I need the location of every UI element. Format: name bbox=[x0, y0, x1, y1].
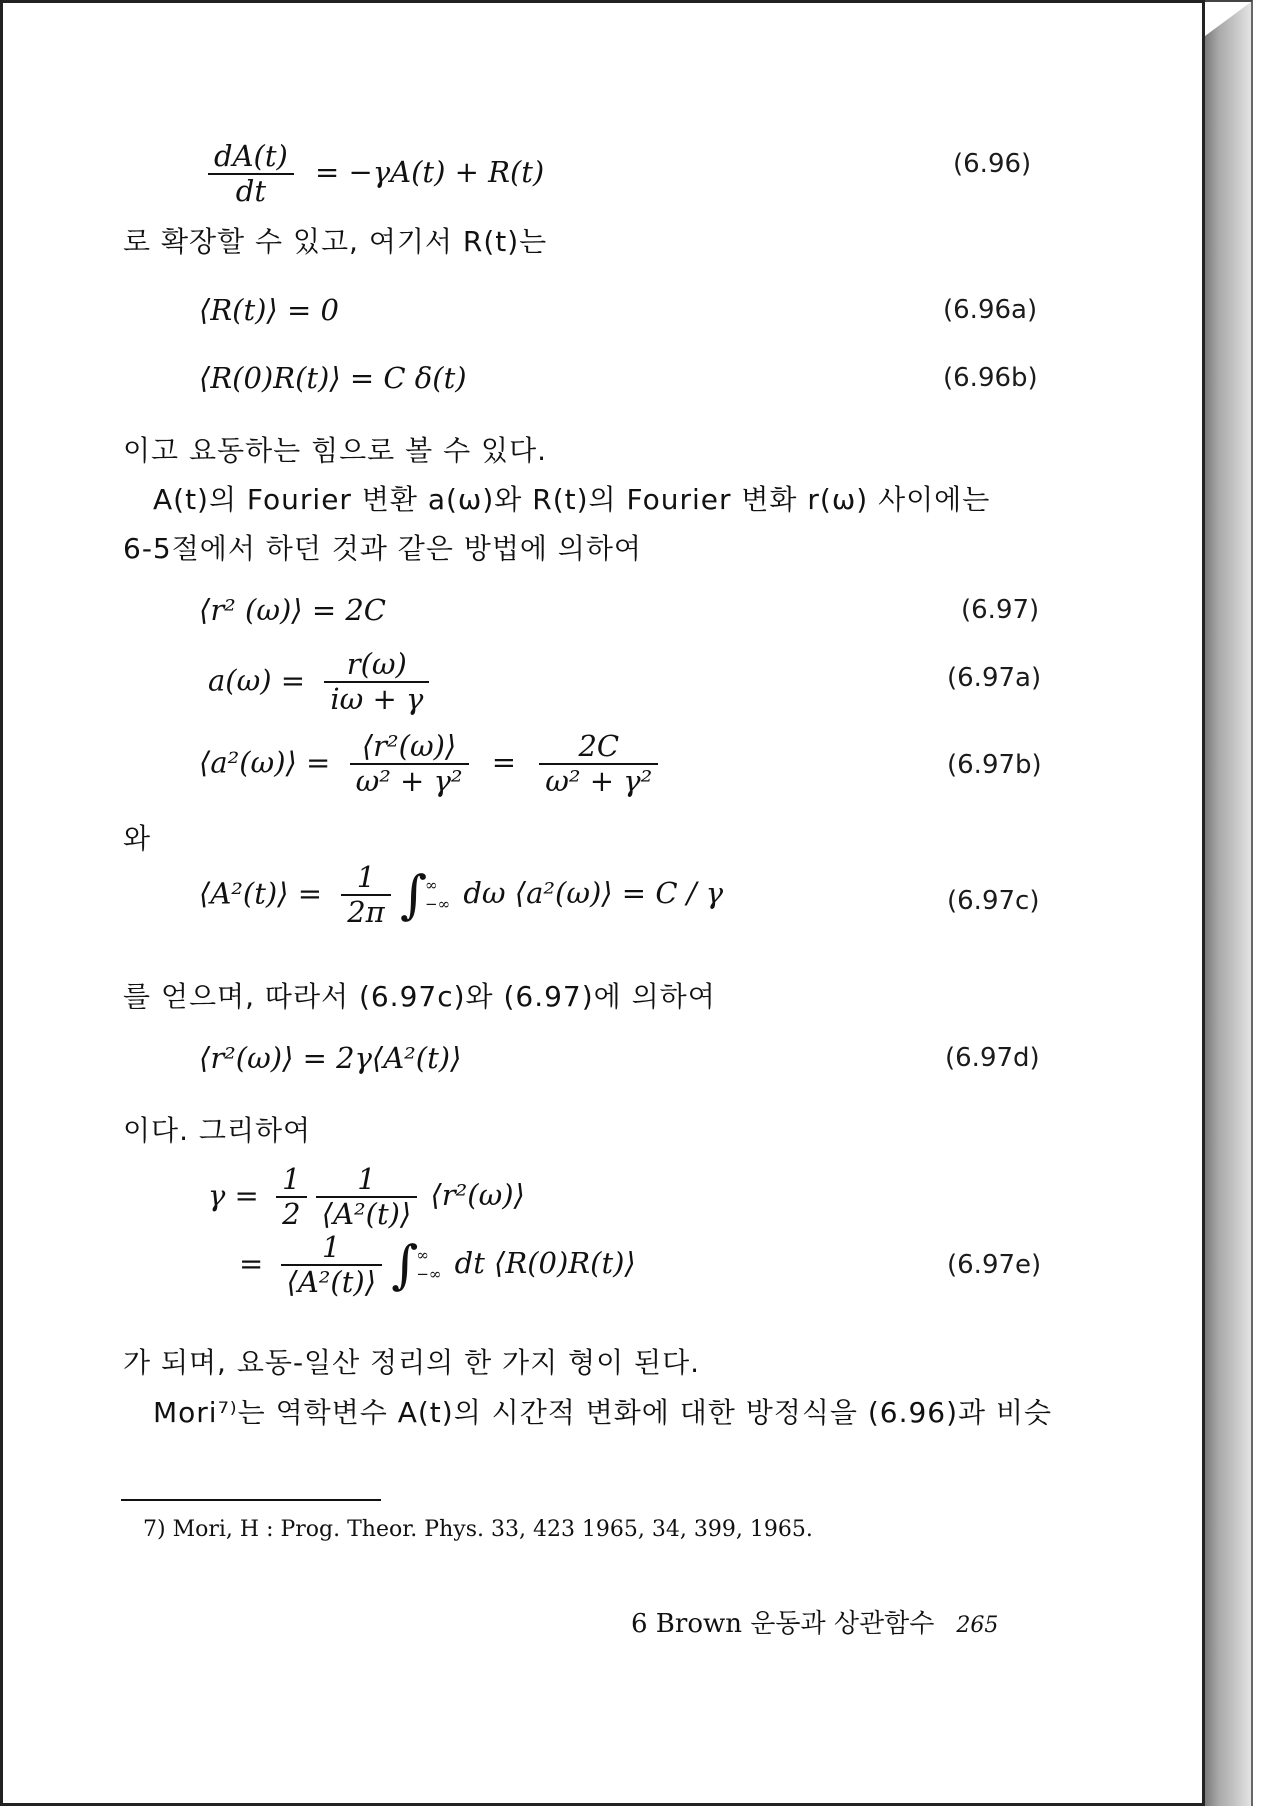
fraction-numerator: 2C bbox=[539, 730, 658, 765]
equation-rhs: ⟨r²(ω)⟩ bbox=[430, 1178, 525, 1213]
equation-label: (6.97c) bbox=[947, 886, 1040, 916]
equation-label: (6.97) bbox=[961, 595, 1040, 625]
body-text: A(t)의 Fourier 변환 a(ω)와 R(t)의 Fourier 변화 r(ω) 사이에는 bbox=[153, 483, 991, 516]
equation-6-97d: ⟨r²(ω)⟩ = 2γ⟨A²(t)⟩ bbox=[199, 1041, 462, 1075]
equation-6-97b bbox=[199, 730, 658, 799]
fraction-numerator: 1 bbox=[276, 1163, 306, 1198]
page-number: 265 bbox=[956, 1613, 999, 1638]
equation-label: (6.97e) bbox=[947, 1250, 1042, 1280]
fraction-numerator: r(ω) bbox=[324, 648, 429, 683]
equation-rhs: = −γA(t) + R(t) bbox=[315, 155, 545, 190]
equation-label: (6.97b) bbox=[947, 750, 1042, 780]
fraction-numerator: ⟨r²(ω)⟩ bbox=[350, 730, 469, 765]
integral-upper-limit: ∞ bbox=[425, 875, 438, 894]
equation-6-96 bbox=[208, 140, 544, 209]
body-text: 이다. 그리하여 bbox=[123, 1114, 312, 1147]
equals-sign: = bbox=[491, 745, 517, 780]
equation-6-97: ⟨r² (ω)⟩ = 2C bbox=[199, 593, 386, 627]
fraction-denominator: iω + γ bbox=[330, 682, 424, 717]
footnote: 7) Mori, H : Prog. Theor. Phys. 33, 423 1965, 34, 399, 1965. bbox=[143, 1517, 813, 1542]
integral-lower-limit: −∞ bbox=[416, 1265, 442, 1284]
fraction-denominator: ⟨A²(t)⟩ bbox=[286, 1265, 377, 1300]
fraction-denominator: ⟨A²(t)⟩ bbox=[321, 1197, 412, 1232]
body-text: 6-5절에서 하던 것과 같은 방법에 의하여 bbox=[123, 532, 642, 565]
equation-6-97a bbox=[208, 648, 429, 717]
equation-rhs: dω ⟨a²(ω)⟩ = C / γ bbox=[463, 876, 724, 911]
equation-lhs: ⟨a²(ω)⟩ = bbox=[199, 745, 331, 780]
fraction-numerator: 1 bbox=[341, 861, 391, 896]
equation-lhs: ⟨A²(t)⟩ = bbox=[199, 876, 322, 911]
equation-label: (6.97a) bbox=[947, 663, 1042, 693]
fraction-denominator: ω² + γ² bbox=[545, 764, 653, 799]
equation-6-97e-line1 bbox=[208, 1163, 525, 1232]
page-footer bbox=[631, 1603, 998, 1640]
equation-6-96a: ⟨R(t)⟩ = 0 bbox=[199, 293, 339, 327]
integral-upper-limit: ∞ bbox=[416, 1245, 429, 1264]
equation-6-96b: ⟨R(0)R(t)⟩ = C δ(t) bbox=[199, 361, 467, 395]
equals-sign: = bbox=[239, 1246, 264, 1281]
equation-6-97c bbox=[199, 861, 723, 930]
equation-label: (6.97d) bbox=[945, 1043, 1040, 1073]
fraction-denominator: ω² + γ² bbox=[355, 764, 463, 799]
equation-lhs: a(ω) = bbox=[208, 663, 306, 698]
fraction-denominator: dt bbox=[235, 174, 266, 209]
body-text: 이고 요동하는 힘으로 볼 수 있다. bbox=[123, 434, 548, 467]
footnote-rule bbox=[121, 1499, 381, 1501]
body-text: 와 bbox=[123, 822, 152, 855]
equation-label: (6.96) bbox=[953, 149, 1032, 179]
fraction-numerator: 1 bbox=[316, 1163, 417, 1198]
integral-lower-limit: −∞ bbox=[425, 895, 451, 914]
equation-rhs: dt ⟨R(0)R(t)⟩ bbox=[454, 1246, 636, 1281]
integral-sign: ∫ bbox=[399, 865, 428, 926]
fraction-numerator: 1 bbox=[281, 1231, 382, 1266]
equation-6-97e-line2 bbox=[239, 1231, 636, 1300]
equation-label: (6.96b) bbox=[943, 363, 1038, 393]
fraction-denominator: 2π bbox=[347, 895, 385, 930]
fraction-denominator: 2 bbox=[282, 1197, 301, 1232]
equation-lhs: γ = bbox=[208, 1178, 259, 1213]
page-edge-shadow bbox=[1205, 0, 1253, 1806]
body-text: 가 되며, 요동-일산 정리의 한 가지 형이 된다. bbox=[123, 1346, 701, 1379]
body-text: 를 얻으며, 따라서 (6.97c)와 (6.97)에 의하여 bbox=[123, 980, 716, 1013]
running-title: 6 Brown 운동과 상관함수 bbox=[631, 1609, 935, 1639]
body-text: 로 확장할 수 있고, 여기서 R(t)는 bbox=[123, 225, 548, 258]
body-text: Mori⁷⁾는 역학변수 A(t)의 시간적 변화에 대한 방정식을 (6.96)과 비슷 bbox=[153, 1396, 1053, 1429]
integral-sign: ∫ bbox=[391, 1235, 419, 1296]
fraction-numerator: dA(t) bbox=[208, 140, 294, 175]
equation-label: (6.96a) bbox=[943, 295, 1038, 325]
